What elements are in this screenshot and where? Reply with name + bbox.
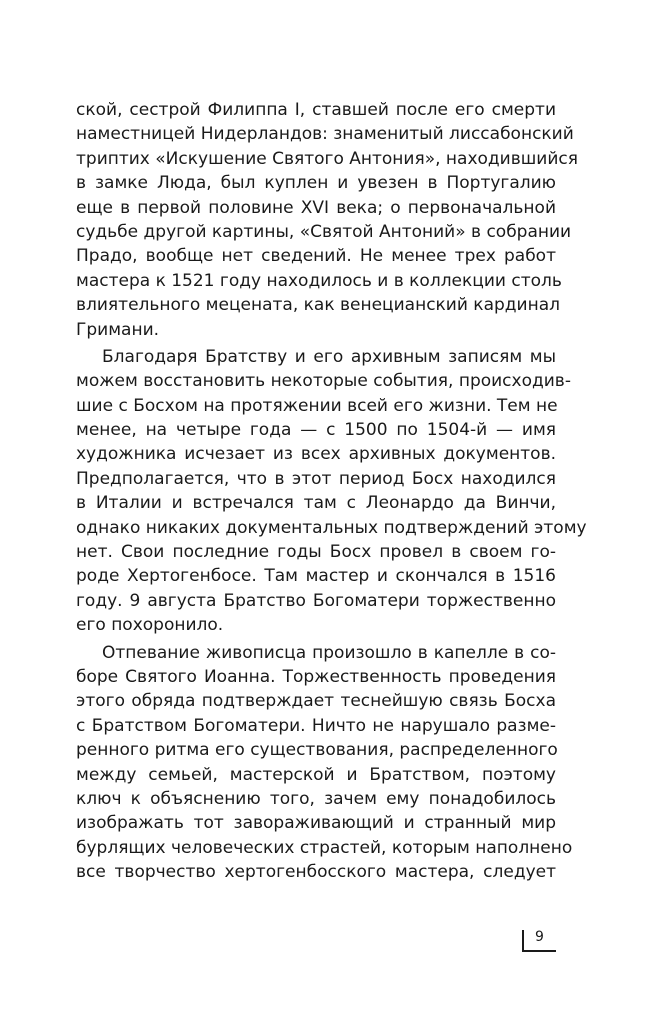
text-line: Предполагается, что в этот период Босх находился [76, 468, 556, 489]
text-line: его похоронило. [76, 615, 224, 636]
text-line: между семьей, мастерской и Братством, поэтому [76, 764, 556, 785]
text-line: боре Святого Иоанна. Торжественность проведения [76, 666, 556, 687]
text-line: Отпевание живописца произошло в капелле в со- [102, 642, 556, 663]
text-line: Благодаря Братству и его архивным записям мы [102, 346, 556, 367]
text-line: нет. Свои последние годы Босх провел в своем го- [76, 542, 556, 563]
text-line: ской, сестрой Филиппа I, ставшей после его смерти [76, 100, 556, 120]
text-line: можем восстановить некоторые события, происходив- [76, 371, 571, 392]
text-line: роде Хертогенбосе. Там мастер и скончался в 1516 [76, 566, 556, 587]
text-line: однако никаких документальных подтверждений этому [76, 517, 587, 538]
text-line: мастера к 1521 году находилось и в коллекции столь [76, 270, 562, 291]
text-line: художника исчезает из всех архивных документов. [76, 444, 556, 465]
text-line: все творчество хертогенбосского мастера, следует [76, 862, 556, 883]
folio-horizontal-rule [522, 950, 556, 952]
text-line: с Братством Богоматери. Ничто не нарушало разме- [76, 715, 556, 736]
text-line: судьбе другой картины, «Святой Антоний» в собрании [76, 221, 572, 242]
text-line: еще в первой половине XVI века; о первоначальной [76, 197, 556, 218]
page-number-block [522, 930, 562, 954]
text-line: шие с Босхом на протяжении всей его жизни. Тем не [76, 395, 558, 416]
text-line: менее, на четыре года — с 1500 по 1504-й — имя [76, 420, 556, 441]
text-line: Гримани. [76, 319, 160, 340]
text-line: бурлящих человеческих страстей, которым наполнено [76, 837, 573, 858]
text-line: ренного ритма его существования, распределенного [76, 740, 558, 761]
folio-vertical-rule [522, 930, 524, 952]
text-line: году. 9 августа Братство Богоматери торжественно [76, 590, 556, 611]
text-line: наместницей Нидерландов: знаменитый лиссабонский [76, 124, 574, 145]
text-line: этого обряда подтверждает теснейшую связь Босха [76, 691, 556, 712]
body-text [76, 98, 587, 885]
text-line: в замке Люда, был куплен и увезен в Португалию [76, 173, 556, 194]
text-line: изображать тот завораживающий и странный мир [76, 813, 556, 834]
text-line: ключ к объяснению того, зачем ему понадобилось [76, 788, 556, 809]
page-number: 9 [535, 929, 544, 945]
text-line: триптих «Искушение Святого Антония», находившийся [76, 148, 578, 169]
text-line: в Италии и встречался там с Леонардо да Винчи, [76, 493, 556, 514]
text-line: влиятельного мецената, как венецианский кардинал [76, 295, 560, 316]
text-line: Прадо, вообще нет сведений. Не менее трех работ [76, 246, 556, 267]
